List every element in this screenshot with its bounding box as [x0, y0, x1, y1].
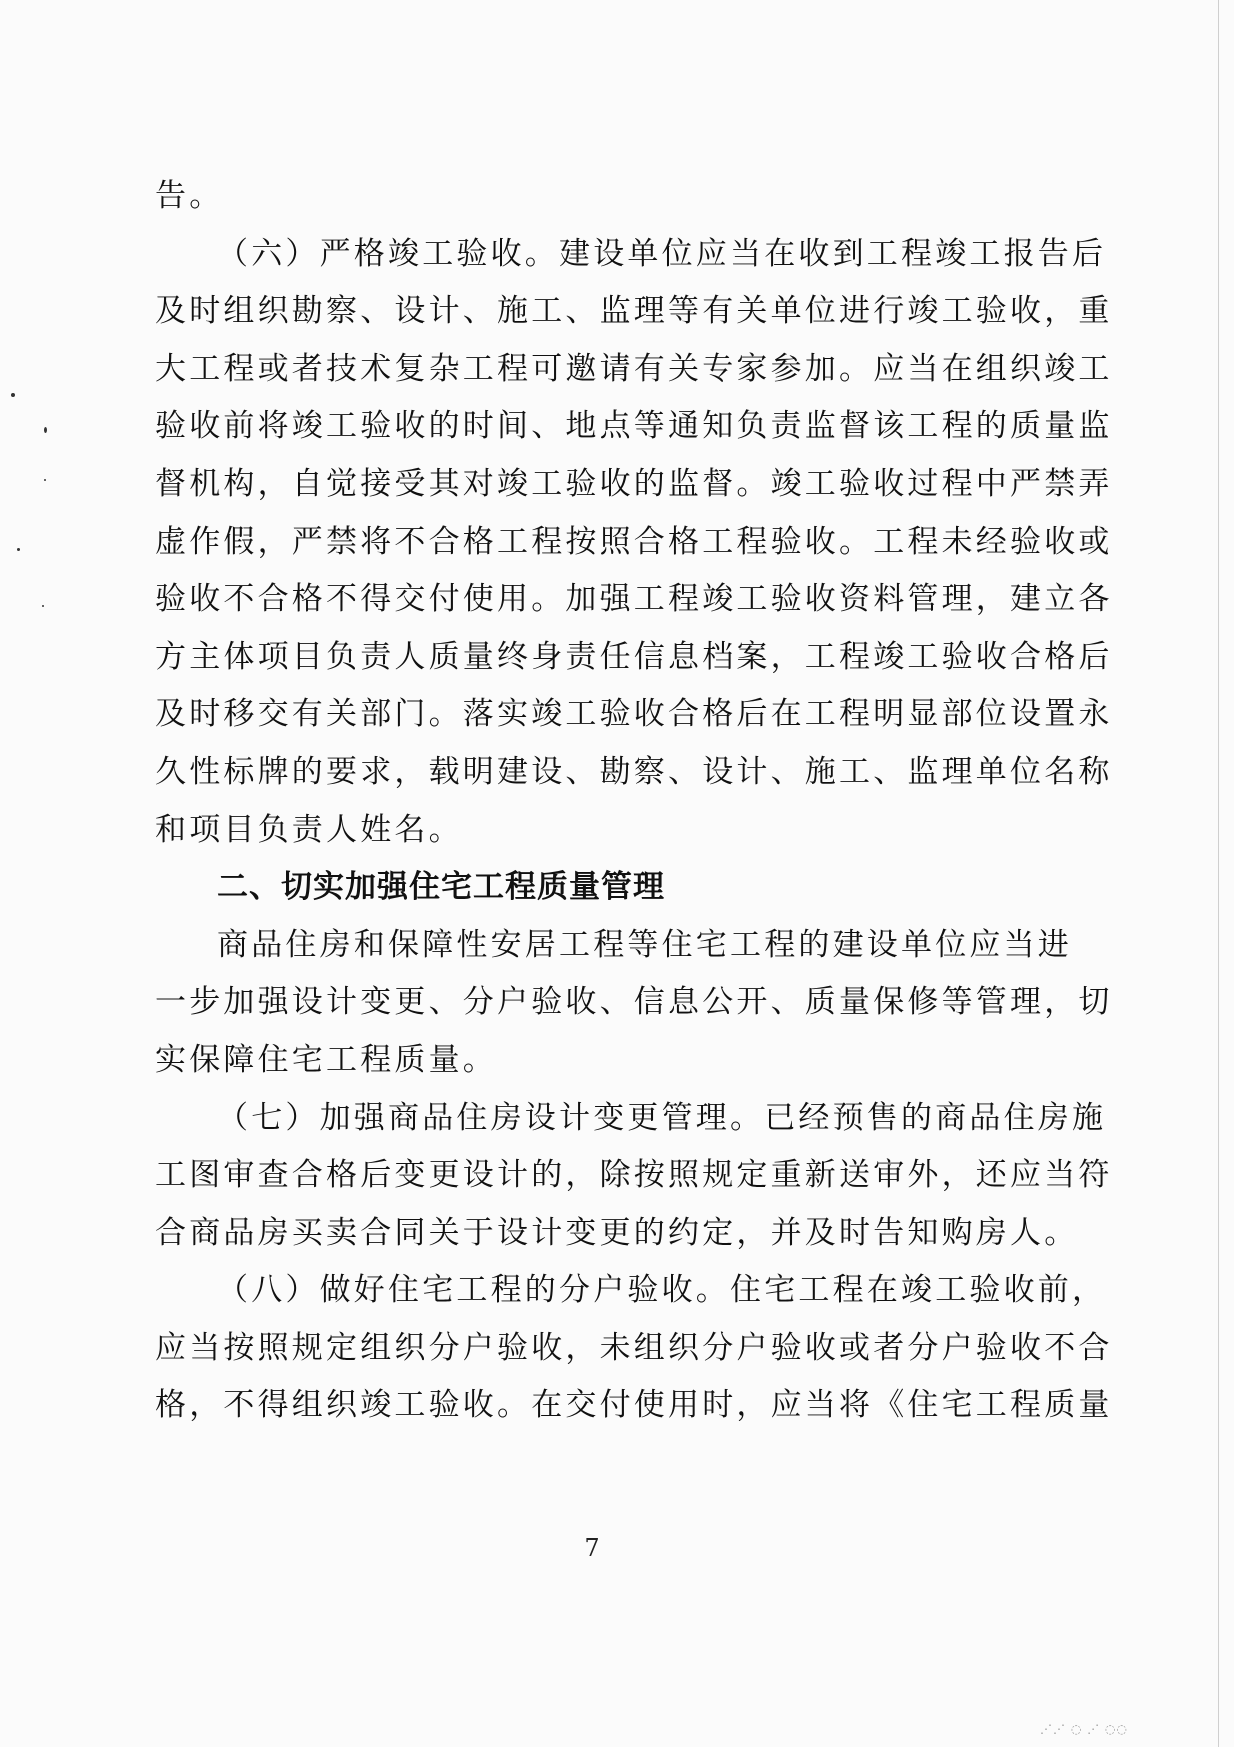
text-line: 实保障住宅工程质量。	[155, 1041, 497, 1078]
text-line: 大工程或者技术复杂工程可邀请有关专家参加。应当在组织竣工	[155, 350, 1113, 387]
text-line: 久性标牌的要求，载明建设、勘察、设计、施工、监理单位名称	[155, 753, 1113, 790]
scan-speck	[11, 393, 15, 397]
section-heading: 二、切实加强住宅工程质量管理	[217, 869, 665, 906]
text-line: 合商品房买卖合同关于设计变更的约定，并及时告知购房人。	[155, 1214, 1079, 1251]
page-edge	[1218, 0, 1219, 1747]
text-line: 及时组织勘察、设计、施工、监理等有关单位进行竣工验收，重	[155, 293, 1113, 330]
text-line: 验收不合格不得交付使用。加强工程竣工验收资料管理，建立各	[155, 581, 1113, 618]
scan-speck	[17, 548, 20, 551]
text-line: 和项目负责人姓名。	[155, 811, 463, 848]
text-line: 应当按照规定组织分户验收，未组织分户验收或者分户验收不合	[155, 1329, 1113, 1366]
watermark-mark: ⋰⋰ ◌ ⋰ ◌◌	[1040, 1722, 1128, 1736]
text-line: 验收前将竣工验收的时间、地点等通知负责监督该工程的质量监	[155, 408, 1113, 445]
text-line: （七）加强商品住房设计变更管理。已经预售的商品住房施	[217, 1099, 1107, 1136]
scan-speck	[42, 605, 44, 607]
text-line: 方主体项目负责人质量终身责任信息档案，工程竣工验收合格后	[155, 638, 1113, 675]
text-line: 告。	[155, 178, 224, 214]
scan-speck	[44, 479, 46, 481]
text-line: 虚作假，严禁将不合格工程按照合格工程验收。工程未经验收或	[155, 523, 1113, 560]
text-line: 格，不得组织竣工验收。在交付使用时，应当将《住宅工程质量	[155, 1387, 1113, 1424]
page-number: 7	[584, 1534, 600, 1562]
body-text	[155, 168, 1113, 1435]
scan-speck	[44, 427, 47, 433]
text-line: 一步加强设计变更、分户验收、信息公开、质量保修等管理，切	[155, 984, 1113, 1021]
text-line: 督机构，自觉接受其对竣工验收的监督。竣工验收过程中严禁弄	[155, 465, 1113, 502]
text-line: 工图审查合格后变更设计的，除按照规定重新送审外，还应当符	[155, 1157, 1113, 1194]
text-line: 商品住房和保障性安居工程等住宅工程的建设单位应当进	[217, 926, 1072, 963]
text-line: （八）做好住宅工程的分户验收。住宅工程在竣工验收前，	[217, 1272, 1107, 1309]
text-line: 及时移交有关部门。落实竣工验收合格后在工程明显部位设置永	[155, 696, 1113, 733]
text-line: （六）严格竣工验收。建设单位应当在收到工程竣工报告后	[217, 235, 1107, 272]
